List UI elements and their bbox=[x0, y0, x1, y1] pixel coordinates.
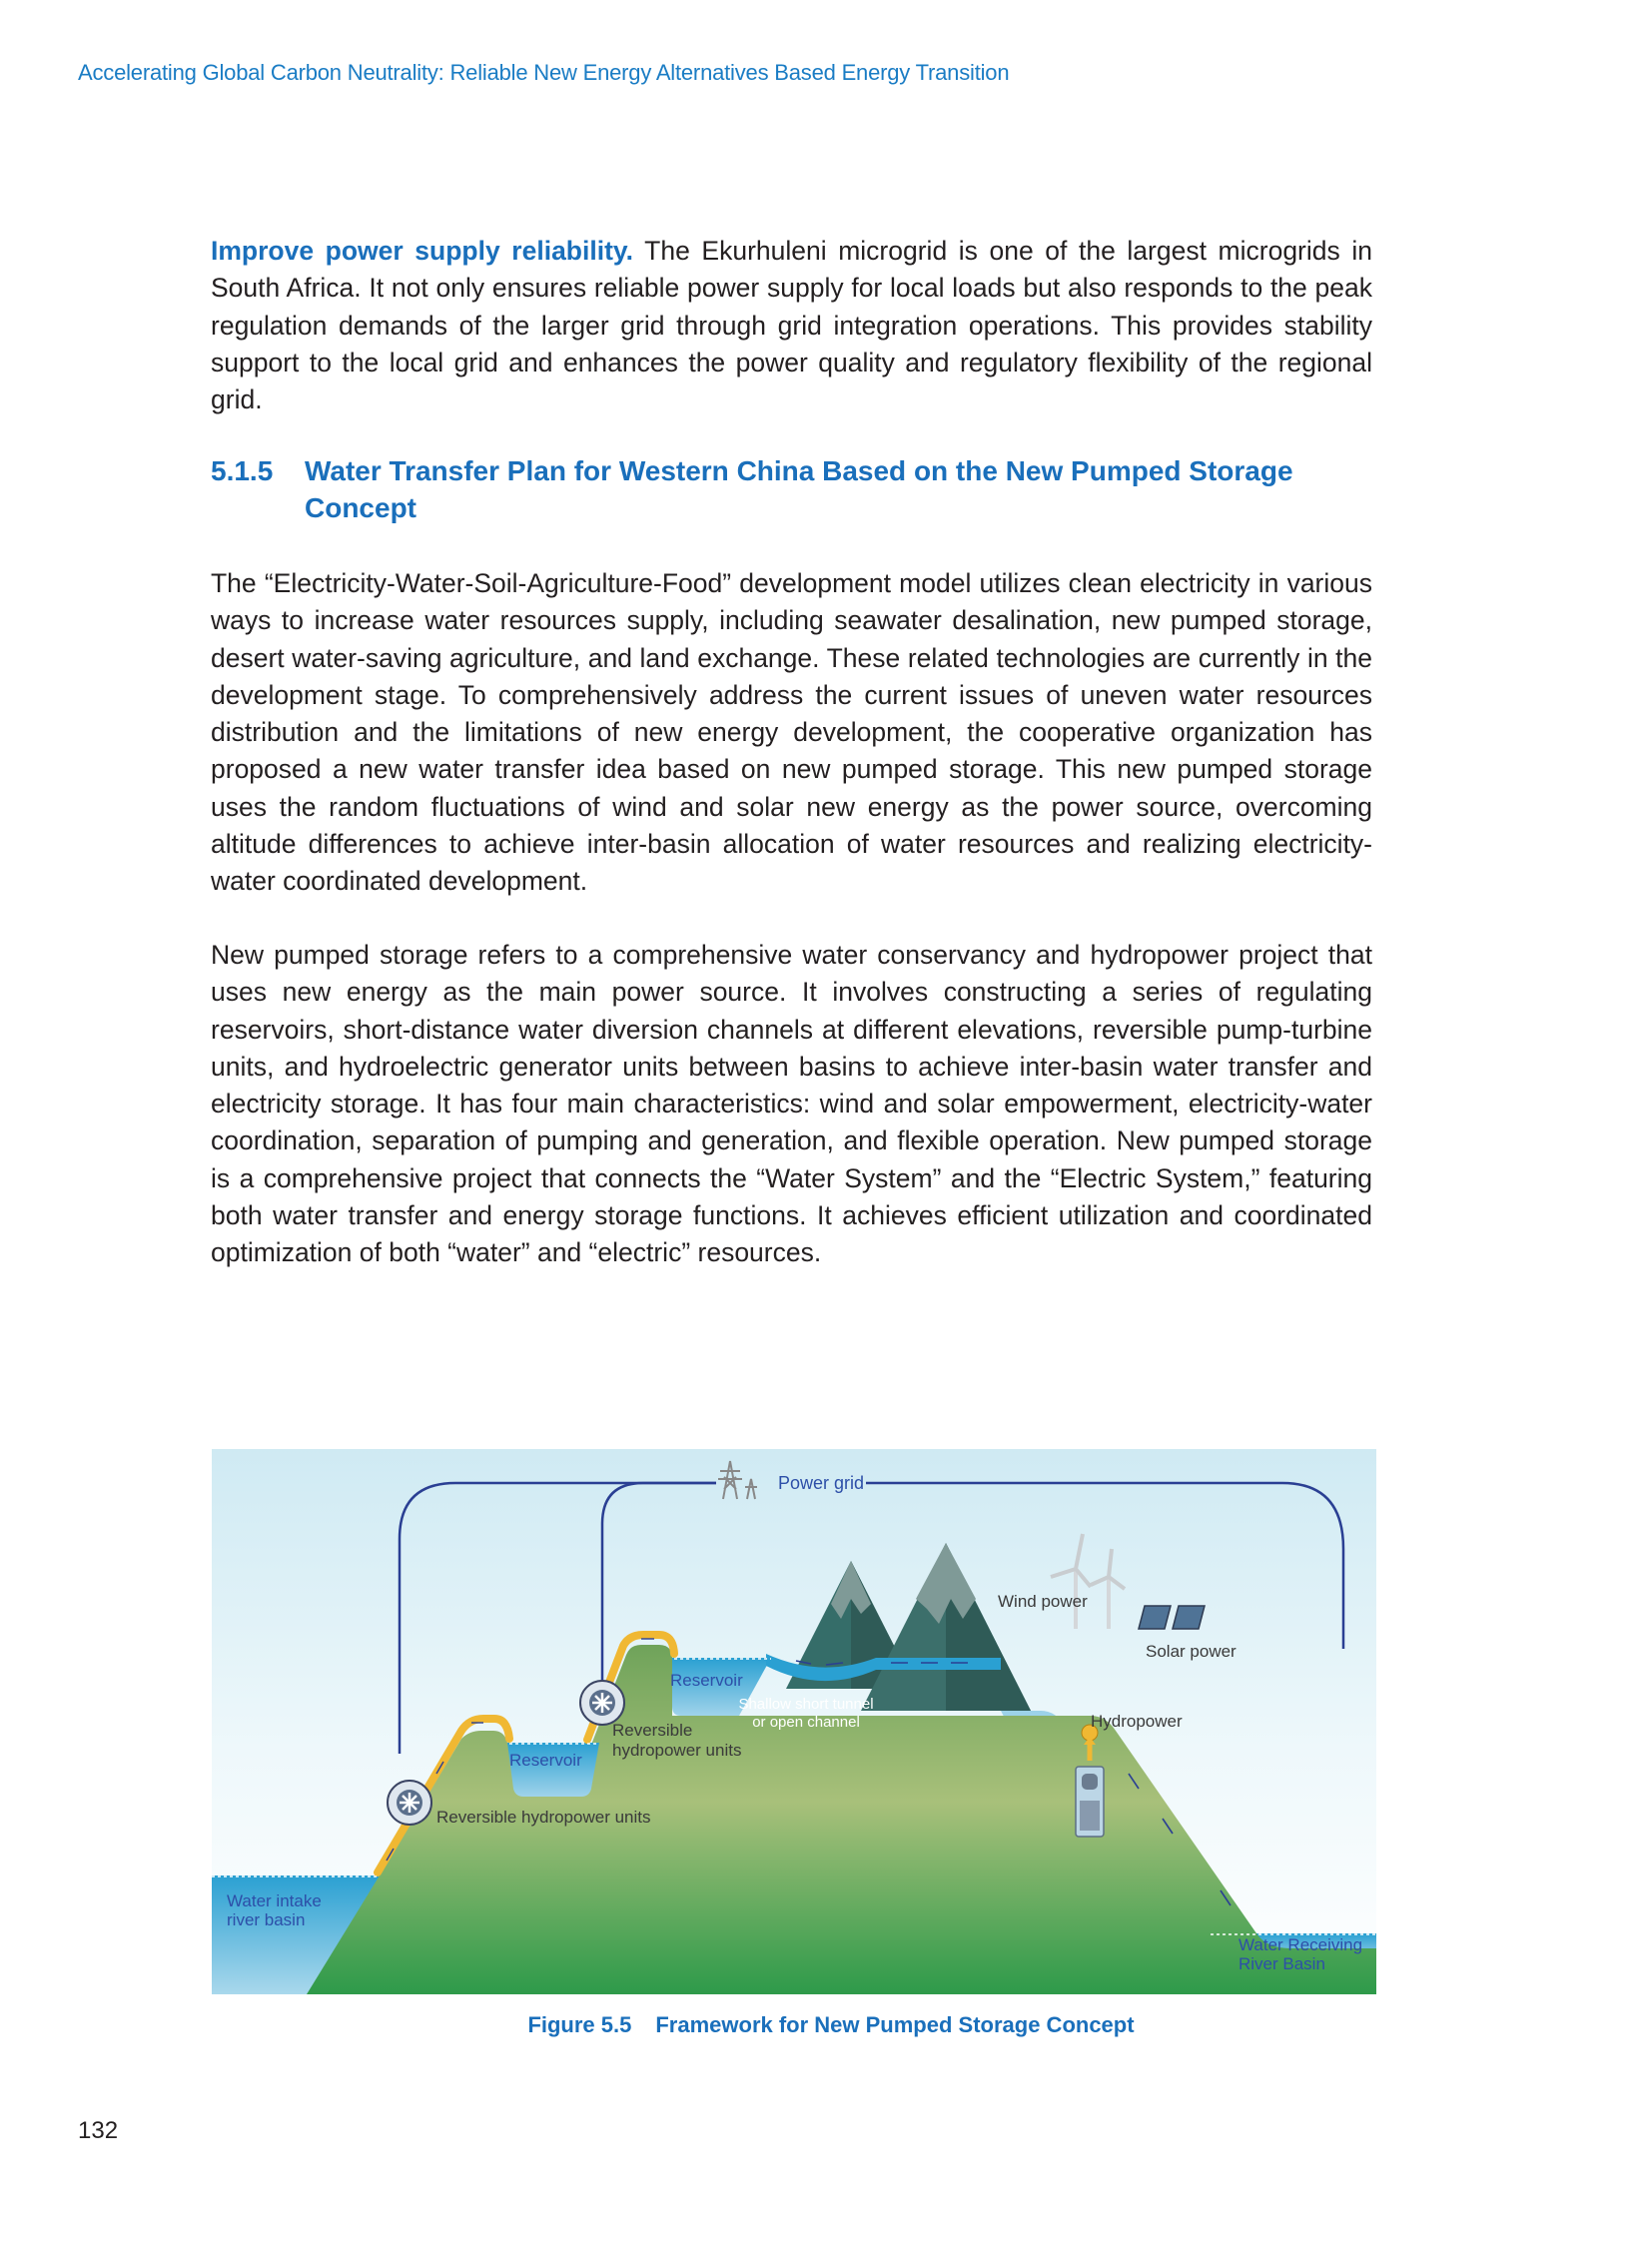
paragraph-lead: Improve power supply reliability. bbox=[211, 236, 634, 266]
lower-reversible-units-label: Reversible hydropower units bbox=[436, 1808, 651, 1827]
caption-number: Figure 5.5 bbox=[527, 2012, 632, 2037]
paragraph-reliability bbox=[211, 233, 1372, 418]
figure-caption bbox=[0, 2012, 1652, 2038]
upper-reversible-units-label: Reversible hydropower units bbox=[612, 1721, 742, 1760]
reversible-turbine-upper-icon bbox=[580, 1681, 624, 1725]
paragraph-text: New pumped storage refers to a comprehensive water conservancy and hydropower project that uses new energy as the main power source. It involves constructing a series of regulating reservoirs, short-distance water diversion channels at different elevations, reversible pump-turbine units, and hydroelectric generator units between basins to achieve inter-basin water transfer and electricity storage. It has four main characteristics: wind and solar empowerment, electricity-water coordination, separation of pumping and generation, and flexible operation. New pumped storage is a comprehensive project that connects the “Water System” and the “Electric System,” featuring both water transfer and energy storage functions. It achieves efficient utilization and coordinated optimization of both “water” and “electric” resources. bbox=[211, 940, 1372, 1268]
water-receiving-label: Water Receiving River Basin bbox=[1239, 1935, 1363, 1973]
section-number: 5.1.5 bbox=[211, 455, 274, 486]
page-number: 132 bbox=[78, 2117, 119, 2144]
paragraph-pumped-storage bbox=[211, 937, 1372, 1272]
reversible-turbine-lower-icon bbox=[388, 1781, 431, 1825]
paragraph-text: The “Electricity-Water-Soil-Agriculture-Food” development model utilizes clean electricity in various ways to increase water resources supply, including seawater desalination, new pumped storage, desert water-saving agriculture, and land exchange. These related technologies are currently in the development stage. To comprehensively address the current issues of uneven water resources distribution and the limitations of new energy development, the cooperative organization has proposed a new water transfer idea based on new pumped storage. This new pumped storage uses the random fluctuations of wind and solar new energy as the power source, overcoming altitude differences to achieve inter-basin allocation of water resources and realizing electricity-water coordinated development. bbox=[211, 568, 1372, 897]
upper-reservoir-label: Reservoir bbox=[670, 1671, 743, 1690]
wind-power-label: Wind power bbox=[998, 1592, 1088, 1611]
hydropower-label: Hydropower bbox=[1091, 1712, 1183, 1731]
lower-reservoir-label: Reservoir bbox=[509, 1751, 582, 1770]
caption-title: Framework for New Pumped Storage Concept bbox=[655, 2012, 1135, 2037]
solar-power-label: Solar power bbox=[1146, 1642, 1237, 1661]
water-intake-label: Water intake river basin bbox=[227, 1891, 322, 1929]
paragraph-model bbox=[211, 565, 1372, 901]
tunnel-label: Shallow short tunnel or open channel bbox=[738, 1696, 874, 1731]
power-grid-label: Power grid bbox=[778, 1473, 865, 1493]
section-title: Water Transfer Plan for Western China Based on the New Pumped Storage Concept bbox=[305, 455, 1293, 523]
paragraph-text: The Ekurhuleni microgrid is one of the largest microgrids in South Africa. It not only ensures reliable power supply for local loads but also responds to the peak regulation demands of the larger grid through grid integration operations. This provides stability support to the local grid and enhances the power quality and regulatory flexibility of the regional grid. bbox=[211, 236, 1372, 415]
section-heading bbox=[211, 452, 1372, 526]
pumped-storage-diagram bbox=[212, 1449, 1376, 1994]
running-header: Accelerating Global Carbon Neutrality: Reliable New Energy Alternatives Based Energy Transition bbox=[78, 60, 1010, 85]
